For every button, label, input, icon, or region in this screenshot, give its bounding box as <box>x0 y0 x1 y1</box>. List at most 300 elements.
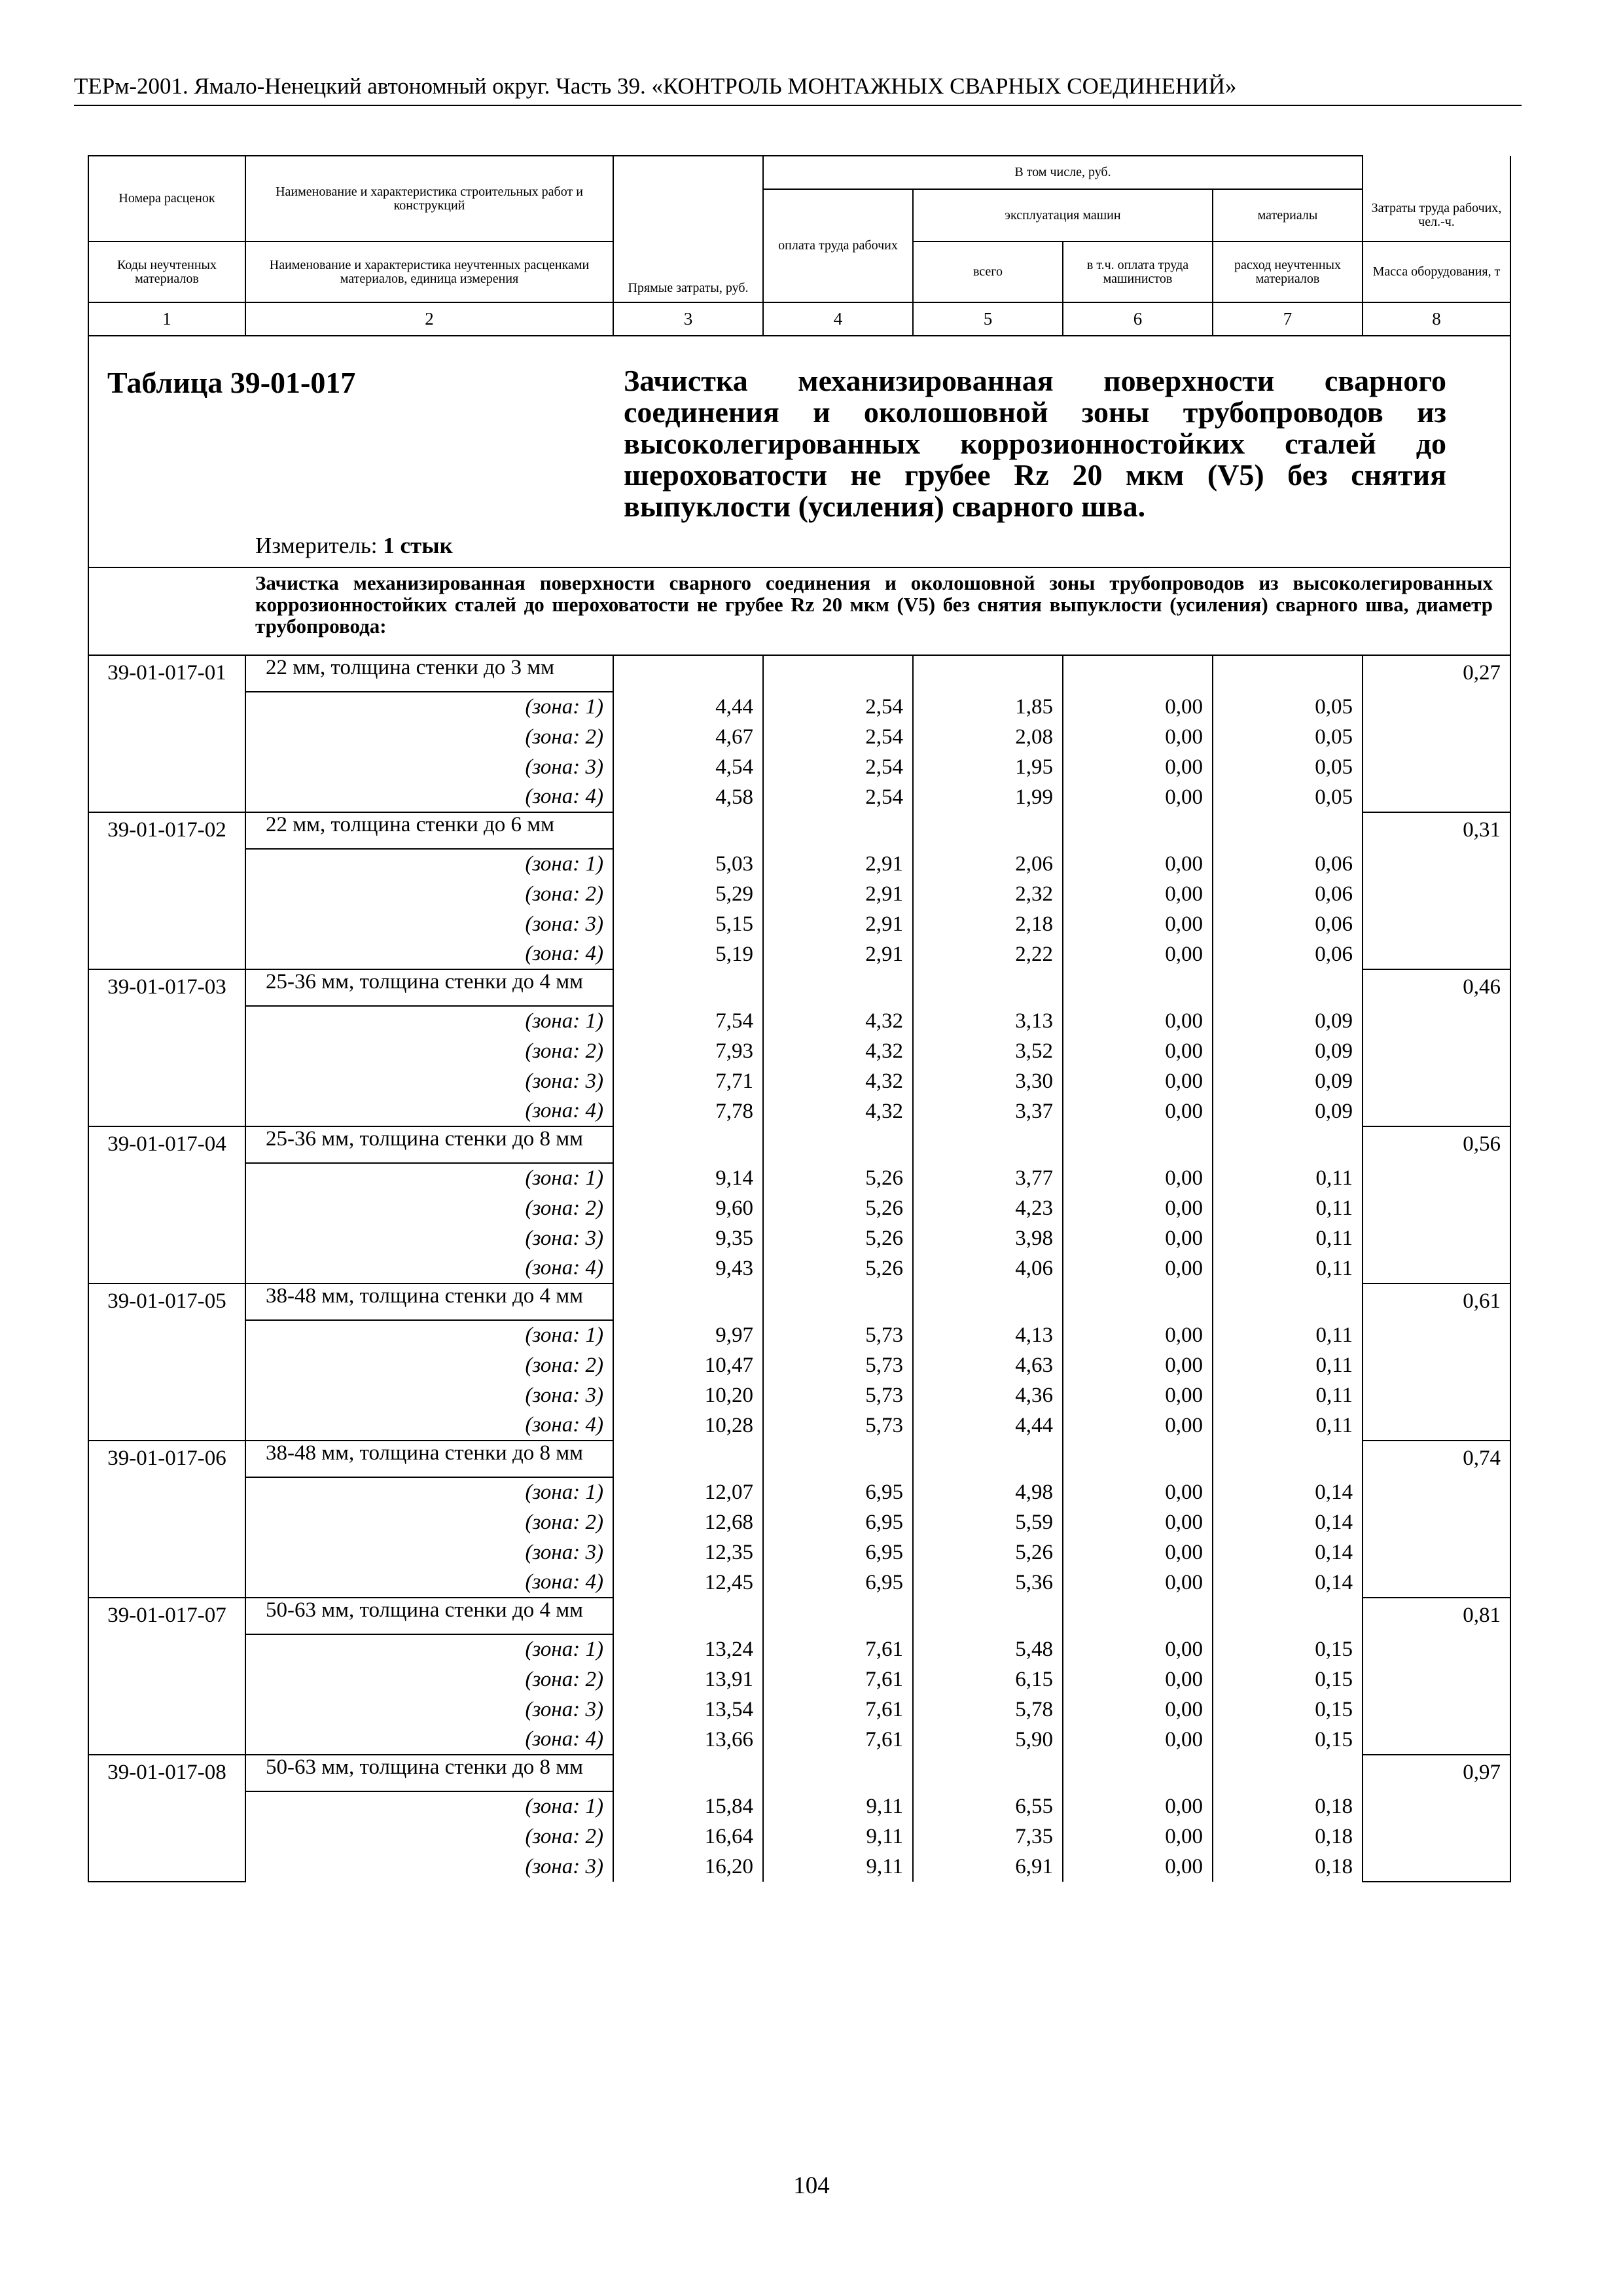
machinist-wages: 0,00 <box>1063 849 1213 879</box>
direct-cost: 9,97 <box>613 1320 763 1350</box>
col2-header-bottom: Наименование и характеристика неучтенных расценками материалов, единица измерения <box>245 242 613 302</box>
direct-cost: 5,29 <box>613 879 763 909</box>
machinery-total: 1,95 <box>913 752 1063 782</box>
machinery-total: 2,18 <box>913 909 1063 939</box>
machinist-wages: 0,00 <box>1063 1410 1213 1441</box>
materials-cost: 0,14 <box>1213 1477 1363 1507</box>
machinist-wages: 0,00 <box>1063 782 1213 812</box>
worker-wages: 4,32 <box>763 1096 913 1126</box>
worker-wages: 2,91 <box>763 939 913 969</box>
zone-label: (зона: 4) <box>245 1253 613 1283</box>
rate-code: 39-01-017-07 <box>88 1598 245 1755</box>
zone-label: (зона: 3) <box>245 1695 613 1725</box>
zone-label: (зона: 3) <box>245 909 613 939</box>
rate-row <box>88 655 1510 692</box>
machinery-total: 5,90 <box>913 1725 1063 1755</box>
estimate-table <box>88 155 1511 1882</box>
zone-label: (зона: 4) <box>245 782 613 812</box>
zone-row <box>88 1568 1510 1598</box>
worker-wages: 2,91 <box>763 909 913 939</box>
machinist-wages: 0,00 <box>1063 939 1213 969</box>
machinist-wages: 0,00 <box>1063 1350 1213 1380</box>
empty-value-cell <box>1063 1598 1213 1634</box>
measure-unit-value: 1 стык <box>383 533 453 558</box>
materials-cost: 0,18 <box>1213 1791 1363 1821</box>
empty-value-cell <box>913 655 1063 692</box>
machinist-wages: 0,00 <box>1063 1477 1213 1507</box>
machinist-wages: 0,00 <box>1063 1253 1213 1283</box>
machinery-total: 3,37 <box>913 1096 1063 1126</box>
direct-cost: 13,66 <box>613 1725 763 1755</box>
empty-value-cell <box>1213 1755 1363 1791</box>
rate-row <box>88 1441 1510 1477</box>
direct-cost: 5,03 <box>613 849 763 879</box>
zone-row <box>88 1036 1510 1066</box>
empty-value-cell <box>613 1126 763 1163</box>
col7-header-bottom: расход неучтенных материалов <box>1213 242 1363 302</box>
worker-wages: 2,91 <box>763 849 913 879</box>
worker-wages: 7,61 <box>763 1725 913 1755</box>
machinery-total: 4,98 <box>913 1477 1063 1507</box>
empty-value-cell <box>1213 655 1363 692</box>
machinery-total: 2,22 <box>913 939 1063 969</box>
col8-header-top: Затраты труда рабочих, чел.-ч. <box>1363 189 1510 242</box>
direct-cost: 12,07 <box>613 1477 763 1507</box>
group-header: В том числе, руб. <box>763 156 1363 189</box>
empty-value-cell <box>913 1598 1063 1634</box>
direct-cost: 13,54 <box>613 1695 763 1725</box>
direct-cost: 7,78 <box>613 1096 763 1126</box>
zone-row <box>88 722 1510 752</box>
machinery-total: 4,23 <box>913 1193 1063 1223</box>
materials-cost: 0,06 <box>1213 939 1363 969</box>
col2-header-top: Наименование и характеристика строительных работ и конструкций <box>245 156 613 242</box>
worker-wages: 6,95 <box>763 1477 913 1507</box>
machinist-wages: 0,00 <box>1063 1006 1213 1036</box>
rate-description: 50-63 мм, толщина стенки до 4 мм <box>245 1598 613 1634</box>
zone-label: (зона: 4) <box>245 1410 613 1441</box>
table-title: Зачистка механизированная поверхности сварного соединения и околошовной зоны трубопроводов из высоколегированных коррозионностойких сталей до шероховатости не грубее Rz 20 мкм (V5) без снятия выпуклости (усиления) сварного шва. <box>624 364 1446 523</box>
zone-label: (зона: 3) <box>245 1380 613 1410</box>
direct-cost: 9,35 <box>613 1223 763 1253</box>
rate-description: 25-36 мм, толщина стенки до 8 мм <box>245 1126 613 1163</box>
machinist-wages: 0,00 <box>1063 1852 1213 1882</box>
materials-cost: 0,11 <box>1213 1163 1363 1193</box>
col5-header: всего <box>913 242 1063 302</box>
col1-header-top: Номера расценок <box>88 156 245 242</box>
zone-row <box>88 1193 1510 1223</box>
zone-row <box>88 879 1510 909</box>
zone-label: (зона: 4) <box>245 1725 613 1755</box>
machinist-wages: 0,00 <box>1063 1695 1213 1725</box>
materials-cost: 0,11 <box>1213 1410 1363 1441</box>
direct-cost: 5,15 <box>613 909 763 939</box>
machinery-total: 7,35 <box>913 1821 1063 1852</box>
worker-wages: 9,11 <box>763 1852 913 1882</box>
worker-wages: 4,32 <box>763 1036 913 1066</box>
materials-cost: 0,15 <box>1213 1634 1363 1664</box>
worker-wages: 5,26 <box>763 1163 913 1193</box>
materials-cost: 0,05 <box>1213 692 1363 722</box>
empty-value-cell <box>763 1441 913 1477</box>
machinist-wages: 0,00 <box>1063 1725 1213 1755</box>
direct-cost: 7,93 <box>613 1036 763 1066</box>
col3-header: Прямые затраты, руб. <box>613 156 763 302</box>
zone-label: (зона: 1) <box>245 1320 613 1350</box>
materials-cost: 0,11 <box>1213 1193 1363 1223</box>
rate-code: 39-01-017-03 <box>88 969 245 1126</box>
materials-cost: 0,18 <box>1213 1821 1363 1852</box>
direct-cost: 4,58 <box>613 782 763 812</box>
direct-cost: 13,91 <box>613 1664 763 1695</box>
zone-label: (зона: 1) <box>245 1634 613 1664</box>
zone-label: (зона: 1) <box>245 692 613 722</box>
materials-cost: 0,14 <box>1213 1568 1363 1598</box>
empty-value-cell <box>763 1283 913 1320</box>
column-number: 7 <box>1213 302 1363 336</box>
rate-code: 39-01-017-01 <box>88 655 245 812</box>
worker-wages: 9,11 <box>763 1791 913 1821</box>
empty-value-cell <box>1063 812 1213 849</box>
machinery-total: 3,13 <box>913 1006 1063 1036</box>
empty-value-cell <box>913 1283 1063 1320</box>
machinery-total: 3,98 <box>913 1223 1063 1253</box>
zone-label: (зона: 2) <box>245 1821 613 1852</box>
worker-wages: 5,26 <box>763 1193 913 1223</box>
materials-cost: 0,14 <box>1213 1537 1363 1568</box>
zone-row <box>88 1223 1510 1253</box>
empty-value-cell <box>763 655 913 692</box>
machinery-total: 4,06 <box>913 1253 1063 1283</box>
machinist-wages: 0,00 <box>1063 909 1213 939</box>
zone-label: (зона: 2) <box>245 879 613 909</box>
column-number: 3 <box>613 302 763 336</box>
zone-label: (зона: 2) <box>245 1036 613 1066</box>
zone-label: (зона: 1) <box>245 1163 613 1193</box>
rate-row <box>88 1598 1510 1634</box>
col4-header: оплата труда рабочих <box>763 189 913 302</box>
table-body <box>88 156 1510 1882</box>
running-header: ТЕРм-2001. Ямало-Ненецкий автономный округ. Часть 39. «КОНТРОЛЬ МОНТАЖНЫХ СВАРНЫХ СОЕДИНЕНИЙ» <box>74 73 1237 99</box>
machinist-wages: 0,00 <box>1063 1096 1213 1126</box>
empty-value-cell <box>1213 1441 1363 1477</box>
rate-description: 22 мм, толщина стенки до 3 мм <box>245 655 613 692</box>
materials-cost: 0,09 <box>1213 1096 1363 1126</box>
labor-cost: 0,27 <box>1363 655 1510 812</box>
measure-unit <box>255 533 453 559</box>
col8-header-bottom: Масса оборудования, т <box>1363 242 1510 302</box>
machinist-wages: 0,00 <box>1063 1537 1213 1568</box>
header-row-1 <box>88 156 1510 189</box>
empty-value-cell <box>613 1598 763 1634</box>
machinery-total: 1,85 <box>913 692 1063 722</box>
zone-label: (зона: 1) <box>245 849 613 879</box>
empty-value-cell <box>1213 1126 1363 1163</box>
zone-row <box>88 1350 1510 1380</box>
empty-value-cell <box>1063 1755 1213 1791</box>
worker-wages: 7,61 <box>763 1634 913 1664</box>
direct-cost: 15,84 <box>613 1791 763 1821</box>
zone-row <box>88 1852 1510 1882</box>
direct-cost: 9,60 <box>613 1193 763 1223</box>
column-number: 5 <box>913 302 1063 336</box>
zone-label: (зона: 3) <box>245 1223 613 1253</box>
direct-cost: 10,20 <box>613 1380 763 1410</box>
rate-row <box>88 812 1510 849</box>
empty-value-cell <box>763 812 913 849</box>
rate-code: 39-01-017-05 <box>88 1283 245 1441</box>
materials-cost: 0,14 <box>1213 1507 1363 1537</box>
zone-row <box>88 1791 1510 1821</box>
machinist-wages: 0,00 <box>1063 1036 1213 1066</box>
direct-cost: 16,64 <box>613 1821 763 1852</box>
zone-label: (зона: 2) <box>245 1350 613 1380</box>
machinist-wages: 0,00 <box>1063 1193 1213 1223</box>
worker-wages: 5,73 <box>763 1380 913 1410</box>
empty-value-cell <box>1213 812 1363 849</box>
machinist-wages: 0,00 <box>1063 879 1213 909</box>
worker-wages: 2,91 <box>763 879 913 909</box>
machinist-wages: 0,00 <box>1063 1066 1213 1096</box>
rate-row <box>88 1755 1510 1791</box>
machinery-total: 1,99 <box>913 782 1063 812</box>
section-heading-row <box>88 567 1510 655</box>
machinery-total: 6,55 <box>913 1791 1063 1821</box>
empty-value-cell <box>613 1283 763 1320</box>
machinery-total: 2,08 <box>913 722 1063 752</box>
machinery-header: эксплуатация машин <box>913 189 1213 242</box>
machinery-total: 4,36 <box>913 1380 1063 1410</box>
worker-wages: 2,54 <box>763 782 913 812</box>
machinery-total: 6,91 <box>913 1852 1063 1882</box>
empty-value-cell <box>613 1441 763 1477</box>
zone-row <box>88 1821 1510 1852</box>
direct-cost: 10,47 <box>613 1350 763 1380</box>
materials-cost: 0,11 <box>1213 1253 1363 1283</box>
worker-wages: 7,61 <box>763 1664 913 1695</box>
worker-wages: 4,32 <box>763 1066 913 1096</box>
machinery-total: 3,77 <box>913 1163 1063 1193</box>
labor-cost: 0,97 <box>1363 1755 1510 1882</box>
zone-row <box>88 1253 1510 1283</box>
measure-unit-label: Измеритель: <box>255 533 378 558</box>
worker-wages: 5,73 <box>763 1320 913 1350</box>
empty-value-cell <box>613 1755 763 1791</box>
empty-value-cell <box>913 812 1063 849</box>
worker-wages: 2,54 <box>763 722 913 752</box>
empty-value-cell <box>613 812 763 849</box>
machinist-wages: 0,00 <box>1063 1320 1213 1350</box>
zone-row <box>88 1695 1510 1725</box>
empty-value-cell <box>1063 655 1213 692</box>
machinist-wages: 0,00 <box>1063 1568 1213 1598</box>
labor-cost: 0,81 <box>1363 1598 1510 1755</box>
zone-label: (зона: 2) <box>245 722 613 752</box>
empty-value-cell <box>763 1598 913 1634</box>
labor-cost: 0,46 <box>1363 969 1510 1126</box>
machinist-wages: 0,00 <box>1063 1507 1213 1537</box>
labor-cost: 0,61 <box>1363 1283 1510 1441</box>
machinist-wages: 0,00 <box>1063 1380 1213 1410</box>
zone-row <box>88 909 1510 939</box>
zone-row <box>88 1477 1510 1507</box>
machinist-wages: 0,00 <box>1063 692 1213 722</box>
direct-cost: 5,19 <box>613 939 763 969</box>
materials-cost: 0,18 <box>1213 1852 1363 1882</box>
direct-cost: 12,35 <box>613 1537 763 1568</box>
col6-header: в т.ч. оплата труда машинистов <box>1063 242 1213 302</box>
machinist-wages: 0,00 <box>1063 1664 1213 1695</box>
rate-row <box>88 1283 1510 1320</box>
rate-code: 39-01-017-04 <box>88 1126 245 1283</box>
empty-value-cell <box>913 1441 1063 1477</box>
machinery-total: 5,26 <box>913 1537 1063 1568</box>
machinist-wages: 0,00 <box>1063 1634 1213 1664</box>
rate-code: 39-01-017-08 <box>88 1755 245 1882</box>
empty-value-cell <box>1063 1126 1213 1163</box>
materials-cost: 0,05 <box>1213 782 1363 812</box>
rate-row <box>88 1126 1510 1163</box>
direct-cost: 4,67 <box>613 722 763 752</box>
direct-cost: 7,71 <box>613 1066 763 1096</box>
machinery-total: 4,13 <box>913 1320 1063 1350</box>
table-title-cell <box>88 336 1510 567</box>
rate-description: 50-63 мм, толщина стенки до 8 мм <box>245 1755 613 1791</box>
direct-cost: 10,28 <box>613 1410 763 1441</box>
zone-row <box>88 1537 1510 1568</box>
materials-cost: 0,11 <box>1213 1320 1363 1350</box>
zone-label: (зона: 1) <box>245 1791 613 1821</box>
zone-row <box>88 1006 1510 1036</box>
worker-wages: 6,95 <box>763 1507 913 1537</box>
zone-row <box>88 1634 1510 1664</box>
zone-label: (зона: 1) <box>245 1006 613 1036</box>
zone-label: (зона: 3) <box>245 1852 613 1882</box>
materials-cost: 0,06 <box>1213 909 1363 939</box>
zone-row <box>88 1096 1510 1126</box>
zone-label: (зона: 4) <box>245 1568 613 1598</box>
zone-label: (зона: 3) <box>245 1066 613 1096</box>
machinist-wages: 0,00 <box>1063 752 1213 782</box>
empty-value-cell <box>913 1126 1063 1163</box>
empty-value-cell <box>1063 969 1213 1006</box>
machinery-total: 4,63 <box>913 1350 1063 1380</box>
worker-wages: 5,73 <box>763 1350 913 1380</box>
direct-cost: 4,44 <box>613 692 763 722</box>
zone-row <box>88 939 1510 969</box>
page-number: 104 <box>793 2172 830 2199</box>
zone-row <box>88 1320 1510 1350</box>
zone-row <box>88 849 1510 879</box>
direct-cost: 12,68 <box>613 1507 763 1537</box>
zone-row <box>88 692 1510 722</box>
materials-cost: 0,15 <box>1213 1664 1363 1695</box>
labor-cost: 0,31 <box>1363 812 1510 969</box>
table-label: Таблица 39-01-017 <box>107 366 356 399</box>
machinist-wages: 0,00 <box>1063 1791 1213 1821</box>
direct-cost: 4,54 <box>613 752 763 782</box>
zone-label: (зона: 2) <box>245 1507 613 1537</box>
col1-header-bottom: Коды неучтенных материалов <box>88 242 245 302</box>
machinery-total: 5,78 <box>913 1695 1063 1725</box>
machinery-total: 4,44 <box>913 1410 1063 1441</box>
zone-label: (зона: 2) <box>245 1193 613 1223</box>
worker-wages: 5,26 <box>763 1223 913 1253</box>
zone-row <box>88 752 1510 782</box>
materials-cost: 0,11 <box>1213 1380 1363 1410</box>
materials-cost: 0,15 <box>1213 1695 1363 1725</box>
table-title-row <box>88 336 1510 567</box>
machinery-total: 3,52 <box>913 1036 1063 1066</box>
worker-wages: 5,73 <box>763 1410 913 1441</box>
zone-label: (зона: 3) <box>245 1537 613 1568</box>
column-numbers-row <box>88 302 1510 336</box>
machinery-total: 5,36 <box>913 1568 1063 1598</box>
materials-cost: 0,15 <box>1213 1725 1363 1755</box>
zone-label: (зона: 2) <box>245 1664 613 1695</box>
zone-row <box>88 782 1510 812</box>
zone-row <box>88 1410 1510 1441</box>
zone-label: (зона: 1) <box>245 1477 613 1507</box>
column-number: 2 <box>245 302 613 336</box>
machinist-wages: 0,00 <box>1063 722 1213 752</box>
empty-value-cell <box>613 969 763 1006</box>
section-heading: Зачистка механизированная поверхности сварного соединения и околошовной зоны трубопроводов из высоколегированных коррозионностойких сталей до шероховатости не грубее Rz 20 мкм (V5) без снятия выпуклости (усиления) сварного шва, диаметр трубопровода: <box>88 567 1510 655</box>
worker-wages: 7,61 <box>763 1695 913 1725</box>
rate-description: 38-48 мм, толщина стенки до 4 мм <box>245 1283 613 1320</box>
machinist-wages: 0,00 <box>1063 1821 1213 1852</box>
zone-label: (зона: 4) <box>245 1096 613 1126</box>
zone-row <box>88 1163 1510 1193</box>
empty-value-cell <box>1213 969 1363 1006</box>
zone-row <box>88 1725 1510 1755</box>
col7-header-top: материалы <box>1213 189 1363 242</box>
materials-cost: 0,06 <box>1213 849 1363 879</box>
column-number: 4 <box>763 302 913 336</box>
materials-cost: 0,11 <box>1213 1223 1363 1253</box>
empty-value-cell <box>763 1126 913 1163</box>
header-rule <box>74 105 1522 106</box>
direct-cost: 12,45 <box>613 1568 763 1598</box>
empty-value-cell <box>913 1755 1063 1791</box>
worker-wages: 6,95 <box>763 1537 913 1568</box>
machinist-wages: 0,00 <box>1063 1163 1213 1193</box>
direct-cost: 9,43 <box>613 1253 763 1283</box>
direct-cost: 13,24 <box>613 1634 763 1664</box>
machinist-wages: 0,00 <box>1063 1223 1213 1253</box>
labor-cost: 0,56 <box>1363 1126 1510 1283</box>
materials-cost: 0,05 <box>1213 722 1363 752</box>
empty-value-cell <box>1063 1441 1213 1477</box>
column-number: 1 <box>88 302 245 336</box>
rate-row <box>88 969 1510 1006</box>
materials-cost: 0,09 <box>1213 1006 1363 1036</box>
rate-code: 39-01-017-02 <box>88 812 245 969</box>
col8-header-spacer <box>1363 156 1510 189</box>
worker-wages: 2,54 <box>763 752 913 782</box>
rate-code: 39-01-017-06 <box>88 1441 245 1598</box>
column-number: 8 <box>1363 302 1510 336</box>
empty-value-cell <box>1213 1598 1363 1634</box>
zone-row <box>88 1066 1510 1096</box>
machinery-total: 5,48 <box>913 1634 1063 1664</box>
zone-label: (зона: 4) <box>245 939 613 969</box>
empty-value-cell <box>763 969 913 1006</box>
machinery-total: 2,32 <box>913 879 1063 909</box>
materials-cost: 0,05 <box>1213 752 1363 782</box>
worker-wages: 9,11 <box>763 1821 913 1852</box>
machinery-total: 6,15 <box>913 1664 1063 1695</box>
